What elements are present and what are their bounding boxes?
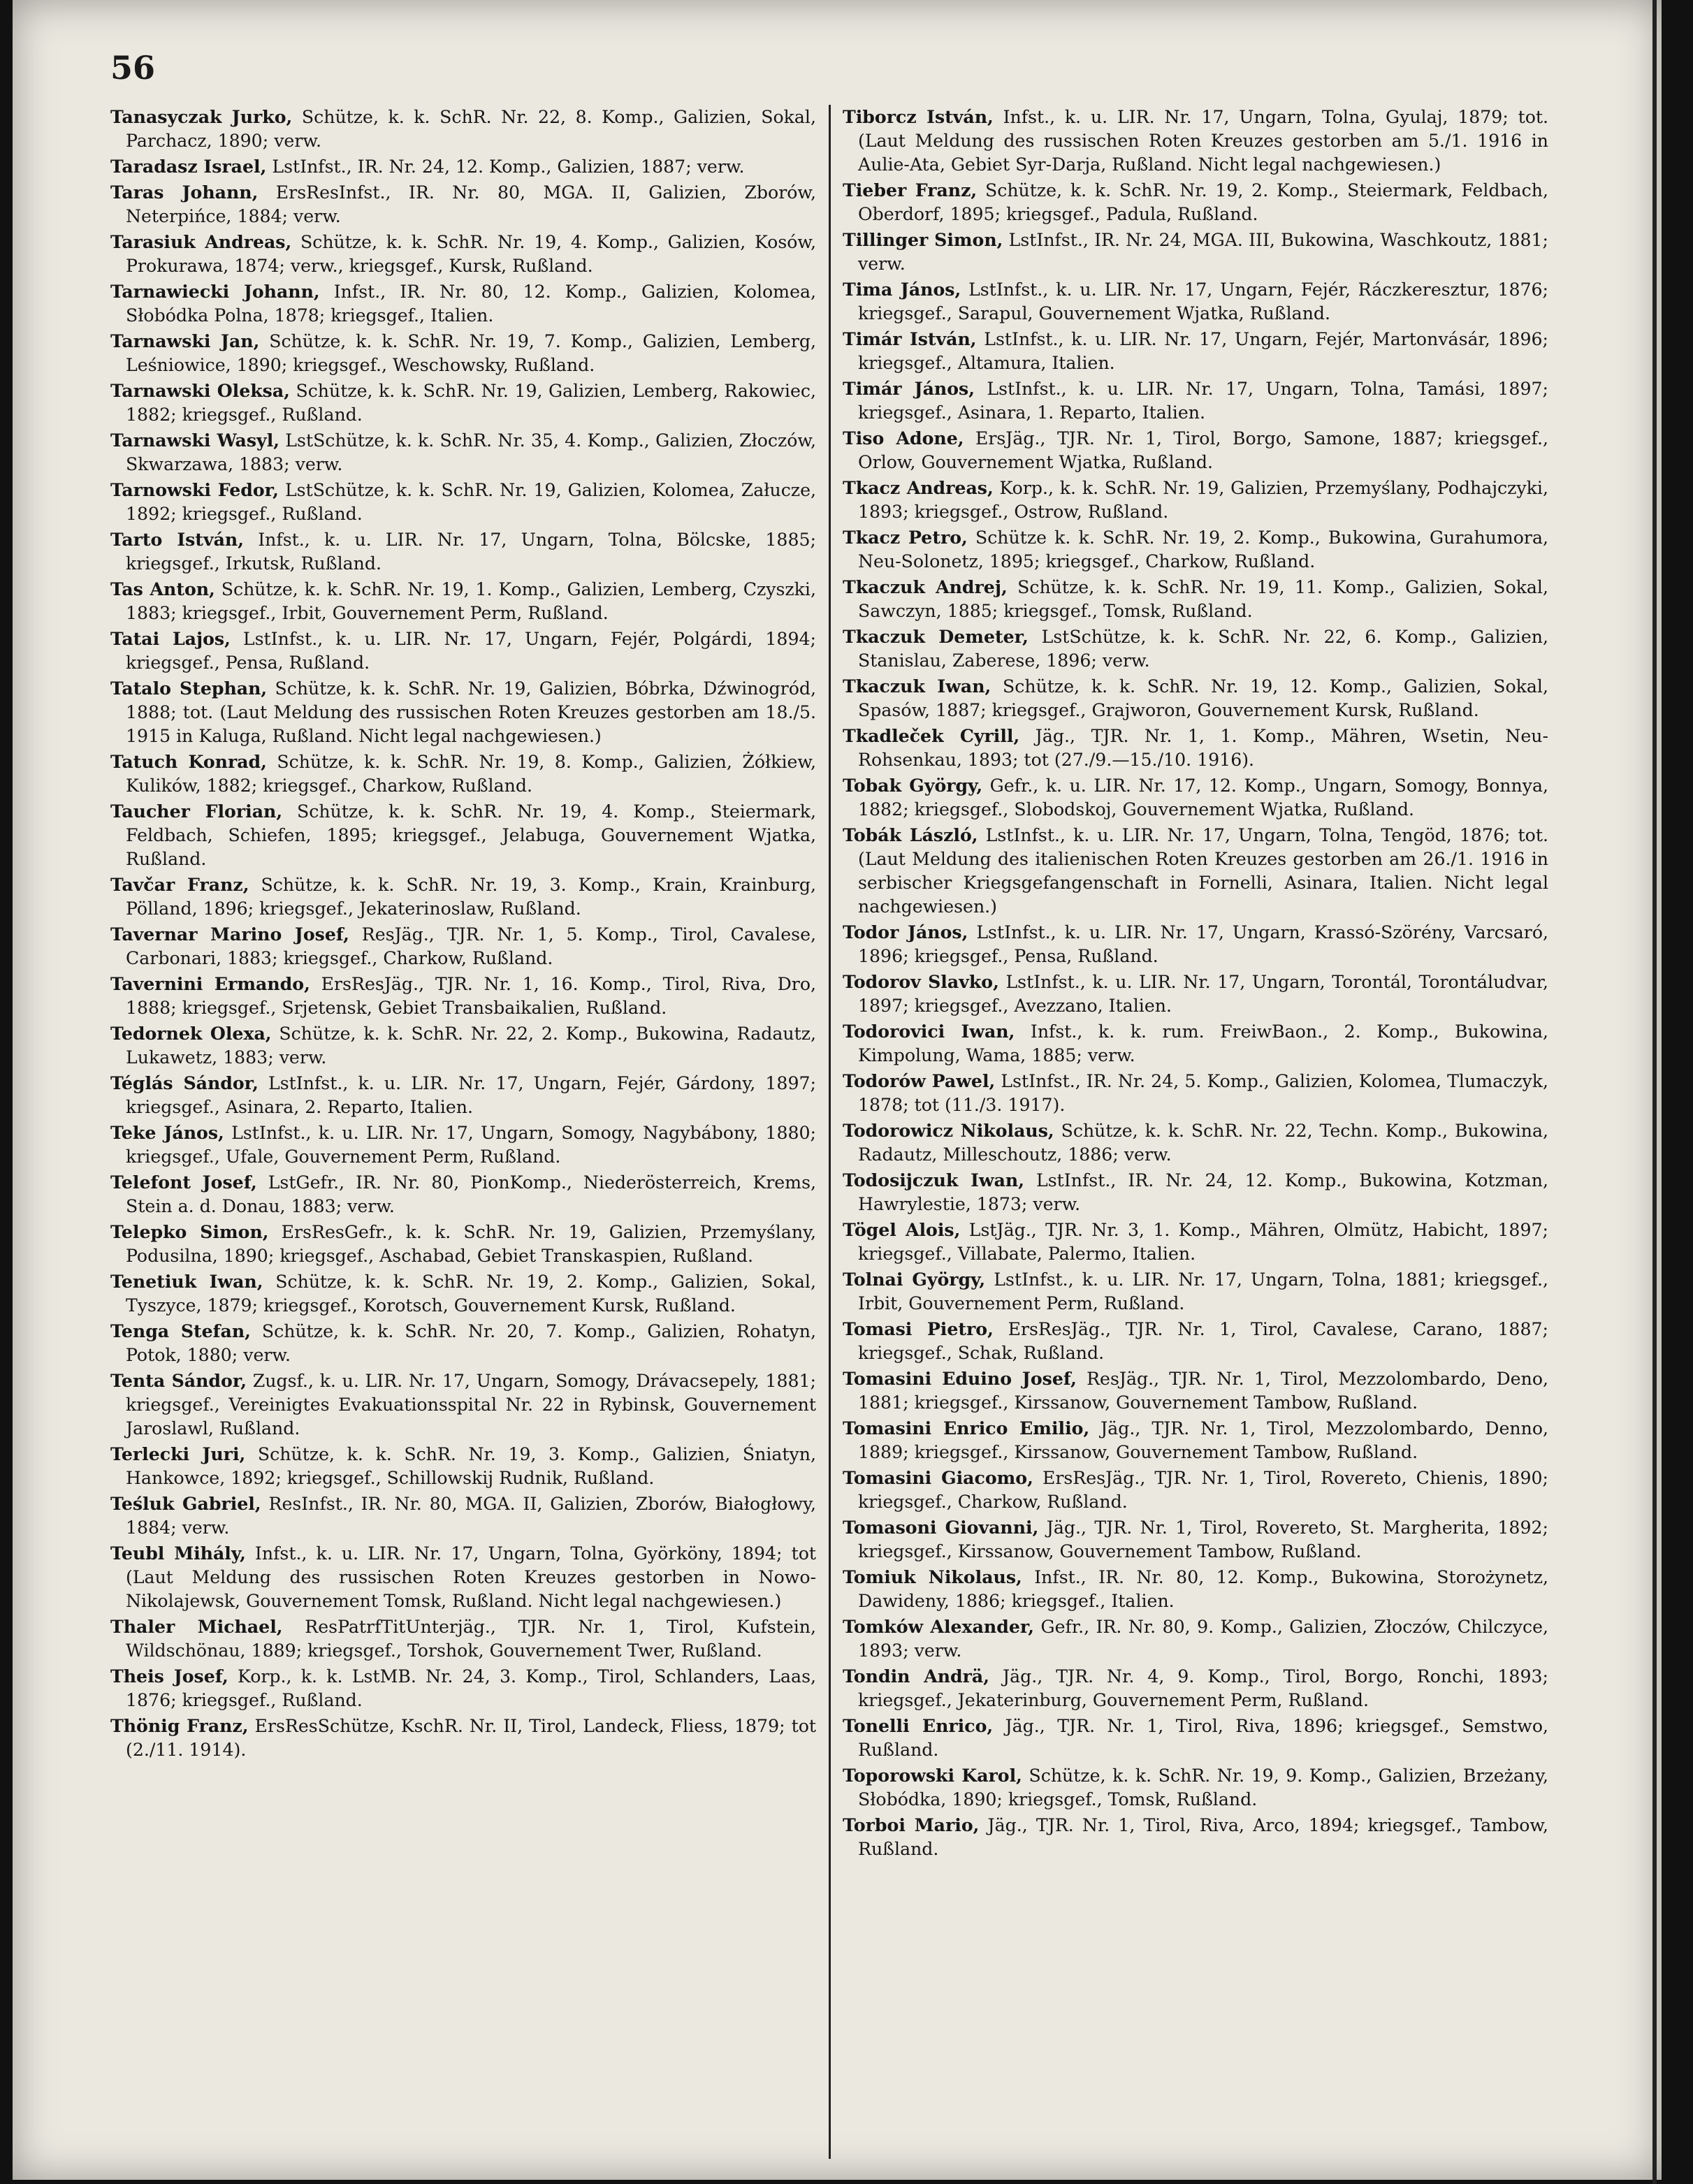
entry-name: Tarnowski Fedor,	[110, 479, 279, 500]
entry-name: Tarasiuk Andreas,	[110, 231, 292, 252]
entry-name: Tavernar Marino Josef,	[110, 924, 349, 945]
entry-details: Zugsf., k. u. LIR. Nr. 17, Ungarn, Somogy, Drávacsepely, 1881; kriegsgef., Vereinigtes Evakuationsspital Nr. 22 in Rybinsk, Gouvernement Jaroslawl, Rußland.	[126, 1371, 816, 1439]
list-entry	[110, 1541, 816, 1613]
entry-details: LstInfst., k. u. LIR. Nr. 17, Ungarn, Tolna, Tamási, 1897; kriegsgef., Asinara, 1. Reparto, Italien.	[858, 379, 1548, 423]
entry-name: Tkaczuk Iwan,	[843, 676, 991, 697]
list-entry	[110, 1319, 816, 1367]
list-entry	[843, 1119, 1548, 1167]
list-entry	[110, 527, 816, 576]
list-entry	[843, 476, 1548, 524]
entry-name: Todorów Pawel,	[843, 1070, 996, 1091]
entry-name: Terlecki Juri,	[110, 1443, 246, 1464]
entry-name: Todorov Slavko,	[843, 971, 999, 992]
entry-details: Schütze, k. k. SchR. Nr. 19, 1. Komp., Galizien, Lemberg, Czyszki, 1883; kriegsgef., Irbit, Gouvernement Perm, Rußland.	[126, 579, 816, 623]
entry-name: Tomków Alexander,	[843, 1616, 1035, 1637]
entry-details: Infst., k. k. rum. FreiwBaon., 2. Komp., Bukowina, Kimpolung, Wama, 1885; verw.	[858, 1021, 1548, 1065]
entry-name: Timár István,	[843, 328, 977, 349]
entry-details: Jäg., TJR. Nr. 1, Tirol, Riva, 1896; kriegsgef., Semstwo, Rußland.	[858, 1716, 1548, 1760]
entry-details: ErsResInfst., IR. Nr. 80, MGA. II, Galizien, Zborów, Neterpińce, 1884; verw.	[126, 182, 816, 226]
entry-name: Tima János,	[843, 279, 961, 300]
entry-name: Tomasini Enrico Emilio,	[843, 1418, 1090, 1439]
list-entry	[110, 627, 816, 675]
list-entry	[110, 1220, 816, 1268]
entry-details: Schütze, k. k. SchR. Nr. 19, 12. Komp., Galizien, Sokal, Spasów, 1887; kriegsgef., Grajworon, Gouvernement Kursk, Rußland.	[858, 676, 1548, 720]
entry-name: Tarnawiecki Johann,	[110, 281, 320, 302]
entry-details: ErsJäg., TJR. Nr. 1, Tirol, Borgo, Samone, 1887; kriegsgef., Orlow, Gouvernement Wjatka, Rußland.	[858, 428, 1548, 472]
list-entry	[110, 329, 816, 377]
entry-details: Schütze, k. k. SchR. Nr. 19, 2. Komp., Steiermark, Feldbach, Oberdorf, 1895; kriegsgef., Padula, Rußland.	[858, 180, 1548, 224]
list-entry	[843, 327, 1548, 375]
entry-details: Gefr., IR. Nr. 80, 9. Komp., Galizien, Złoczów, Chilczyce, 1893; verw.	[858, 1617, 1548, 1661]
list-entry	[843, 674, 1548, 722]
entry-details: ResJäg., TJR. Nr. 1, Tirol, Mezzolombardo, Deno, 1881; kriegsgef., Kirssanow, Gouvernement Tambow, Rußland.	[858, 1369, 1548, 1413]
entry-details: Gefr., k. u. LIR. Nr. 17, 12. Komp., Ungarn, Somogy, Bonnya, 1882; kriegsgef., Slobodskoj, Gouvernement Wjatka, Rußland.	[858, 776, 1548, 820]
entry-name: Tatai Lajos,	[110, 628, 231, 649]
entry-details: Schütze, k. k. SchR. Nr. 19, 11. Komp., Galizien, Sokal, Sawczyn, 1885; kriegsgef., Tomsk, Rußland.	[858, 577, 1548, 621]
entry-name: Thönig Franz,	[110, 1715, 249, 1736]
entry-name: Torboi Mario,	[843, 1814, 980, 1835]
entry-name: Tkaczuk Andrej,	[843, 576, 1008, 597]
list-entry	[110, 750, 816, 798]
entry-name: Téglás Sándor,	[110, 1072, 259, 1093]
list-entry	[110, 1269, 816, 1318]
left-column	[110, 105, 816, 2166]
entry-name: Tarnawski Wasyl,	[110, 430, 280, 451]
right-column	[843, 105, 1548, 2166]
entry-name: Tkacz Petro,	[843, 527, 968, 548]
entry-details: LstInfst., k. u. LIR. Nr. 17, Ungarn, Fejér, Ráczkeresztur, 1876; kriegsgef., Sarapul, Gouvernement Wjatka, Rußland.	[858, 279, 1548, 323]
entry-details: LstInfst., IR. Nr. 24, MGA. III, Bukowina, Waschkoutz, 1881; verw.	[858, 230, 1548, 274]
entry-name: Tenta Sándor,	[110, 1370, 247, 1391]
entry-name: Tomiuk Nikolaus,	[843, 1566, 1022, 1587]
list-entry	[110, 1492, 816, 1540]
entry-details: Korp., k. k. LstMB. Nr. 24, 3. Komp., Tirol, Schlanders, Laas, 1876; kriegsgef., Rußland.	[126, 1666, 816, 1710]
entry-name: Taras Johann,	[110, 182, 259, 203]
list-entry	[110, 577, 816, 625]
list-entry	[843, 575, 1548, 623]
list-entry	[110, 873, 816, 921]
list-entry	[110, 1170, 816, 1218]
entry-name: Tkadleček Cyrill,	[843, 725, 1020, 746]
list-entry	[843, 920, 1548, 968]
list-entry	[110, 676, 816, 748]
entry-name: Theis Josef,	[110, 1666, 228, 1687]
list-entry	[110, 230, 816, 278]
entry-details: ResPatrfTitUnterjäg., TJR. Nr. 1, Tirol, Kufstein, Wildschönau, 1889; kriegsgef., Torshok, Gouvernement Twer, Rußland.	[126, 1617, 816, 1661]
entry-details: ErsResGefr., k. k. SchR. Nr. 19, Galizien, Przemyślany, Podusilna, 1890; kriegsgef., Aschabad, Gebiet Transkaspien, Rußland.	[126, 1222, 816, 1266]
entry-details: Schütze, k. k. SchR. Nr. 22, 8. Komp., Galizien, Sokal, Parchacz, 1890; verw.	[126, 107, 816, 151]
list-entry	[843, 1317, 1548, 1365]
entry-name: Tenetiuk Iwan,	[110, 1271, 263, 1292]
entry-details: Jäg., TJR. Nr. 1, Tirol, Mezzolombardo, Denno, 1889; kriegsgef., Kirssanow, Gouvernement Tambow, Rußland.	[858, 1418, 1548, 1462]
entry-name: Teubl Mihály,	[110, 1543, 246, 1564]
entry-details: Schütze, k. k. SchR. Nr. 19, 2. Komp., Galizien, Sokal, Tyszyce, 1879; kriegsgef., Korotsch, Gouvernement Kursk, Rußland.	[126, 1272, 816, 1316]
entry-details: Schütze, k. k. SchR. Nr. 19, 9. Komp., Galizien, Brzeżany, Słobódka, 1890; kriegsgef., Tomsk, Rußland.	[858, 1766, 1548, 1810]
entry-details: Schütze, k. k. SchR. Nr. 19, 3. Komp., Galizien, Śniatyn, Hankowce, 1892; kriegsgef., Schillowskij Rudnik, Rußland.	[126, 1444, 816, 1488]
entry-name: Tögel Alois,	[843, 1219, 961, 1240]
entry-name: Taucher Florian,	[110, 801, 283, 822]
entry-name: Tonelli Enrico,	[843, 1715, 994, 1736]
entry-details: Schütze, k. k. SchR. Nr. 22, 2. Komp., Bukowina, Radautz, Lukawetz, 1883; verw.	[126, 1024, 816, 1068]
list-entry	[843, 724, 1548, 772]
list-entry	[843, 773, 1548, 822]
document-page	[13, 0, 1662, 2180]
entry-details: LstInfst., k. u. LIR. Nr. 17, Ungarn, Fejér, Martonvásár, 1896; kriegsgef., Altamura, Italien.	[858, 329, 1548, 373]
list-entry	[843, 228, 1548, 276]
entry-name: Tillinger Simon,	[843, 229, 1003, 250]
entry-details: Infst., k. u. LIR. Nr. 17, Ungarn, Tolna, Gyulaj, 1879; tot. (Laut Meldung des russischen Roten Kreuzes gestorben am 5./1. 1916 in Aulie-Ata, Gebiet Syr-Darja, Rußland. Nicht legal nachgewiesen.)	[858, 107, 1548, 175]
entry-name: Tomasini Giacomo,	[843, 1467, 1033, 1488]
list-entry	[110, 478, 816, 526]
entry-details: Jäg., TJR. Nr. 4, 9. Komp., Tirol, Borgo, Ronchi, 1893; kriegsgef., Jekaterinburg, Gouvernement Perm, Rußland.	[858, 1666, 1548, 1710]
entry-details: Schütze, k. k. SchR. Nr. 19, 4. Komp., Steiermark, Feldbach, Schiefen, 1895; kriegsgef., Jelabuga, Gouvernement Wjatka, Rußland.	[126, 801, 816, 869]
list-entry	[843, 1565, 1548, 1613]
entry-name: Tondin Andrä,	[843, 1666, 990, 1687]
entry-details: ErsResJäg., TJR. Nr. 1, 16. Komp., Tirol, Riva, Dro, 1888; kriegsgef., Srjetensk, Gebiet Transbaikalien, Rußland.	[126, 974, 816, 1018]
entry-name: Teke János,	[110, 1122, 224, 1143]
entry-details: Schütze, k. k. SchR. Nr. 19, 7. Komp., Galizien, Lemberg, Leśniowice, 1890; kriegsgef., Weschowsky, Rußland.	[126, 331, 816, 375]
entry-details: Schütze k. k. SchR. Nr. 19, 2. Komp., Bukowina, Gurahumora, Neu-Solonetz, 1895; kriegsgef., Charkow, Rußland.	[858, 527, 1548, 572]
entry-details: LstGefr., IR. Nr. 80, PionKomp., Niederösterreich, Krems, Stein a. d. Donau, 1883; verw.	[126, 1172, 816, 1216]
entry-name: Todorovici Iwan,	[843, 1021, 1015, 1042]
list-entry	[843, 1019, 1548, 1068]
list-entry	[110, 1714, 816, 1762]
list-entry	[110, 1615, 816, 1663]
page-number: 56	[110, 49, 156, 87]
entry-details: Schütze, k. k. SchR. Nr. 19, Galizien, Bóbrka, Dźwinogród, 1888; tot. (Laut Meldung des russischen Roten Kreuzes gestorben am 18./5. 1915 in Kaluga, Rußland. Nicht legal nachgewiesen.)	[126, 678, 816, 746]
list-entry	[110, 1121, 816, 1169]
list-entry	[843, 1763, 1548, 1812]
list-entry	[110, 154, 816, 179]
entry-details: Schütze, k. k. SchR. Nr. 19, Galizien, Lemberg, Rakowiec, 1882; kriegsgef., Rußland.	[126, 381, 816, 425]
list-entry	[110, 922, 816, 970]
entry-name: Tkaczuk Demeter,	[843, 626, 1029, 647]
entry-details: LstInfst., IR. Nr. 24, 12. Komp., Galizien, 1887; verw.	[266, 156, 745, 177]
list-entry	[843, 178, 1548, 226]
entry-details: ErsResJäg., TJR. Nr. 1, Tirol, Cavalese, Carano, 1887; kriegsgef., Schak, Rußland.	[858, 1319, 1548, 1363]
list-entry	[843, 377, 1548, 425]
entry-details: ErsResSchütze, KschR. Nr. II, Tirol, Landeck, Fliess, 1879; tot (2./11. 1914).	[126, 1716, 816, 1760]
entry-details: Korp., k. k. SchR. Nr. 19, Galizien, Przemyślany, Podhajczyki, 1893; kriegsgef., Ostrow, Rußland.	[858, 478, 1548, 522]
entry-details: LstInfst., k. u. LIR. Nr. 17, Ungarn, Krassó-Szörény, Varcsaró, 1896; kriegsgef., Pensa, Rußland.	[858, 922, 1548, 966]
entry-name: Todosijczuk Iwan,	[843, 1170, 1024, 1191]
list-entry	[843, 970, 1548, 1018]
list-entry	[843, 823, 1548, 919]
list-entry	[110, 180, 816, 228]
entry-name: Todor János,	[843, 922, 968, 942]
entry-details: LstSchütze, k. k. SchR. Nr. 19, Galizien, Kolomea, Załucze, 1892; kriegsgef., Rußland.	[126, 480, 816, 524]
entry-details: LstInfst., k. u. LIR. Nr. 17, Ungarn, Fejér, Gárdony, 1897; kriegsgef., Asinara, 2. Reparto, Italien.	[126, 1073, 816, 1117]
entry-details: Schütze, k. k. SchR. Nr. 19, 8. Komp., Galizien, Żółkiew, Kulików, 1882; kriegsgef., Charkow, Rußland.	[126, 752, 816, 796]
entry-name: Tkacz Andreas,	[843, 477, 994, 498]
entry-details: LstSchütze, k. k. SchR. Nr. 35, 4. Komp., Galizien, Złoczów, Skwarzawa, 1883; verw.	[126, 430, 816, 474]
entry-details: Jäg., TJR. Nr. 1, Tirol, Rovereto, St. Margherita, 1892; kriegsgef., Kirssanow, Gouvernement Tambow, Rußland.	[858, 1517, 1548, 1561]
entry-details: Infst., k. u. LIR. Nr. 17, Ungarn, Tolna, Bölcske, 1885; kriegsgef., Irkutsk, Rußland.	[126, 530, 816, 574]
entry-name: Tomasini Eduino Josef,	[843, 1368, 1077, 1389]
list-entry	[110, 1071, 816, 1119]
list-entry	[110, 105, 816, 153]
entry-name: Teśluk Gabriel,	[110, 1493, 261, 1514]
list-entry	[110, 379, 816, 427]
list-entry	[110, 1021, 816, 1070]
entry-name: Tobák László,	[843, 824, 978, 845]
entry-name: Tatalo Stephan,	[110, 678, 268, 699]
entry-details: LstInfst., k. u. LIR. Nr. 17, Ungarn, Fejér, Polgárdi, 1894; kriegsgef., Pensa, Rußland.	[126, 629, 816, 673]
list-entry	[843, 525, 1548, 574]
list-entry	[843, 1168, 1548, 1216]
entry-name: Tarnawski Jan,	[110, 330, 260, 351]
list-entry	[110, 1369, 816, 1441]
entry-details: ResInfst., IR. Nr. 80, MGA. II, Galizien, Zborów, Białogłowy, 1884; verw.	[126, 1494, 816, 1538]
entry-details: Jäg., TJR. Nr. 1, 1. Komp., Mähren, Wsetin, Neu-Rohsenkau, 1893; tot (27./9.—15./10. 1916).	[858, 726, 1548, 770]
entry-name: Thaler Michael,	[110, 1616, 283, 1637]
entry-name: Tedornek Olexa,	[110, 1023, 272, 1044]
entry-name: Toporowski Karol,	[843, 1765, 1022, 1786]
list-entry	[843, 1416, 1548, 1464]
entry-name: Telefont Josef,	[110, 1172, 257, 1193]
list-entry	[843, 1515, 1548, 1564]
list-entry	[110, 279, 816, 328]
entry-name: Taradasz Israel,	[110, 156, 267, 177]
entry-details: Schütze, k. k. SchR. Nr. 22, Techn. Komp., Bukowina, Radautz, Milleschoutz, 1886; verw.	[858, 1121, 1548, 1165]
entry-name: Tolnai György,	[843, 1269, 986, 1290]
entry-name: Tavčar Franz,	[110, 874, 249, 895]
entry-name: Tatuch Konrad,	[110, 751, 267, 772]
entry-details: LstInfst., k. u. LIR. Nr. 17, Ungarn, Tolna, 1881; kriegsgef., Irbit, Gouvernement Perm, Rußland.	[858, 1269, 1548, 1313]
entry-details: Schütze, k. k. SchR. Nr. 20, 7. Komp., Galizien, Rohatyn, Potok, 1880; verw.	[126, 1321, 816, 1365]
entry-details: LstInfst., k. u. LIR. Nr. 17, Ungarn, Somogy, Nagybábony, 1880; kriegsgef., Ufale, Gouvernement Perm, Rußland.	[126, 1123, 816, 1167]
list-entry	[843, 625, 1548, 673]
list-entry	[843, 105, 1548, 177]
list-entry	[843, 277, 1548, 326]
entry-name: Tobak György,	[843, 775, 983, 796]
list-entry	[843, 1267, 1548, 1316]
entry-name: Tarnawski Oleksa,	[110, 380, 290, 401]
list-entry	[843, 1664, 1548, 1712]
entry-details: LstInfst., IR. Nr. 24, 12. Komp., Bukowina, Kotzman, Hawrylestie, 1873; verw.	[858, 1170, 1548, 1214]
entry-details: Infst., IR. Nr. 80, 12. Komp., Galizien, Kolomea, Słobódka Polna, 1878; kriegsgef., Italien.	[126, 282, 816, 326]
scan-edge	[1652, 0, 1657, 2184]
list-entry	[110, 1442, 816, 1490]
entry-details: ResJäg., TJR. Nr. 1, 5. Komp., Tirol, Cavalese, Carbonari, 1883; kriegsgef., Charkow, Rußland.	[126, 924, 816, 968]
entry-name: Tiso Adone,	[843, 428, 964, 449]
entry-details: ErsResJäg., TJR. Nr. 1, Tirol, Rovereto, Chienis, 1890; kriegsgef., Charkow, Rußland.	[858, 1468, 1548, 1512]
list-entry	[843, 1813, 1548, 1861]
entry-name: Tiborcz István,	[843, 106, 994, 127]
entry-details: LstInfst., k. u. LIR. Nr. 17, Ungarn, Torontál, Torontáludvar, 1897; kriegsgef., Avezzano, Italien.	[858, 972, 1548, 1016]
entry-details: Infst., IR. Nr. 80, 12. Komp., Bukowina, Storożynetz, Dawideny, 1886; kriegsgef., Italien.	[858, 1567, 1548, 1611]
entry-details: Schütze, k. k. SchR. Nr. 19, 4. Komp., Galizien, Kosów, Prokurawa, 1874; verw., kriegsgef., Kursk, Rußland.	[126, 232, 816, 276]
entry-details: LstSchütze, k. k. SchR. Nr. 22, 6. Komp., Galizien, Stanislau, Zaberese, 1896; verw.	[858, 627, 1548, 671]
list-entry	[843, 1714, 1548, 1762]
entry-name: Tarto István,	[110, 529, 244, 550]
entry-name: Todorowicz Nikolaus,	[843, 1120, 1054, 1141]
entry-details: LstJäg., TJR. Nr. 3, 1. Komp., Mähren, Olmütz, Habicht, 1897; kriegsgef., Villabate, Palermo, Italien.	[858, 1220, 1548, 1264]
list-entry	[110, 428, 816, 476]
entry-name: Tas Anton,	[110, 578, 215, 599]
entry-details: Infst., k. u. LIR. Nr. 17, Ungarn, Tolna, Györköny, 1894; tot (Laut Meldung des russischen Roten Kreuzes gestorben in Nowo-Nikolajewsk, Gouvernement Tomsk, Rußland. Nicht legal nachgewiesen.)	[126, 1543, 816, 1611]
entry-name: Tenga Stefan,	[110, 1320, 251, 1341]
entry-name: Telepko Simon,	[110, 1221, 269, 1242]
column-divider	[829, 105, 831, 2159]
entry-name: Tieber Franz,	[843, 180, 978, 201]
entry-details: Schütze, k. k. SchR. Nr. 19, 3. Komp., Krain, Krainburg, Pölland, 1896; kriegsgef., Jekaterinoslaw, Rußland.	[126, 875, 816, 919]
list-entry	[110, 972, 816, 1020]
list-entry	[843, 1218, 1548, 1266]
entry-details: Jäg., TJR. Nr. 1, Tirol, Riva, Arco, 1894; kriegsgef., Tambow, Rußland.	[858, 1815, 1548, 1859]
entry-name: Tavernini Ermando,	[110, 973, 310, 994]
list-entry	[843, 1367, 1548, 1415]
entry-details: LstInfst., IR. Nr. 24, 5. Komp., Galizien, Kolomea, Tlumaczyk, 1878; tot (11./3. 1917).	[858, 1071, 1548, 1115]
entry-name: Tomasi Pietro,	[843, 1318, 994, 1339]
list-entry	[843, 1615, 1548, 1663]
entry-name: Tomasoni Giovanni,	[843, 1517, 1039, 1538]
list-entry	[843, 1466, 1548, 1514]
list-entry	[110, 1664, 816, 1712]
list-entry	[843, 1069, 1548, 1117]
list-entry	[843, 426, 1548, 474]
list-entry	[110, 799, 816, 871]
entry-details: LstInfst., k. u. LIR. Nr. 17, Ungarn, Tolna, Tengöd, 1876; tot. (Laut Meldung des italienischen Roten Kreuzes gestorben am 26./1. 1916 in serbischer Kriegsgefangenschaft in Fornelli, Asinara, Italien. Nicht legal nachgewiesen.)	[858, 825, 1548, 917]
entry-name: Tanasyczak Jurko,	[110, 106, 293, 127]
entry-name: Timár János,	[843, 378, 975, 399]
